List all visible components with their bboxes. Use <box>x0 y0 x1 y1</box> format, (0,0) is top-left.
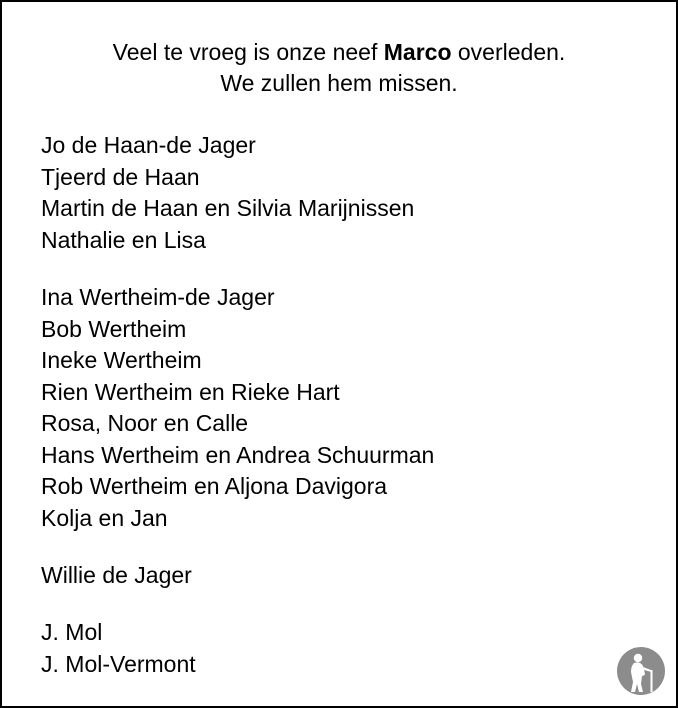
family-name: Rob Wertheim en Aljona Davigora <box>41 473 388 499</box>
family-name: Kolja en Jan <box>41 504 168 531</box>
family-name: Ina Wertheim-de Jager <box>41 284 275 310</box>
notice-intro <box>2 37 676 99</box>
family-name: Tjeerd de Haan <box>41 163 200 190</box>
intro-text-before: Veel te vroeg is onze neef <box>112 39 384 65</box>
family-name: Willie de Jager <box>41 562 192 588</box>
family-name: J. Mol-Vermont <box>41 650 196 677</box>
family-group-3 <box>41 560 192 592</box>
memorial-figure-icon <box>616 646 666 696</box>
figure-head <box>634 654 642 662</box>
family-name: Jo de Haan-de Jager <box>41 132 256 158</box>
family-group-1 <box>41 130 414 256</box>
family-name: Rosa, Noor en Calle <box>41 410 249 436</box>
family-name: J. Mol <box>41 619 103 645</box>
family-name: Bob Wertheim <box>41 315 187 342</box>
family-group-2 <box>41 282 434 534</box>
family-name: Ineke Wertheim <box>41 347 202 373</box>
family-group-4 <box>41 617 196 680</box>
family-name: Rien Wertheim en Rieke Hart <box>41 378 340 405</box>
family-name: Nathalie en Lisa <box>41 226 206 253</box>
walking-stick <box>651 670 653 692</box>
intro-text-after: overleden. <box>451 39 566 65</box>
deceased-name: Marco <box>383 39 452 65</box>
family-name: Hans Wertheim en Andrea Schuurman <box>41 441 435 468</box>
family-name: Martin de Haan en Silvia Marijnissen <box>41 195 415 221</box>
intro-line-2: We zullen hem missen. <box>220 70 458 96</box>
intro-line-1 <box>2 37 676 68</box>
